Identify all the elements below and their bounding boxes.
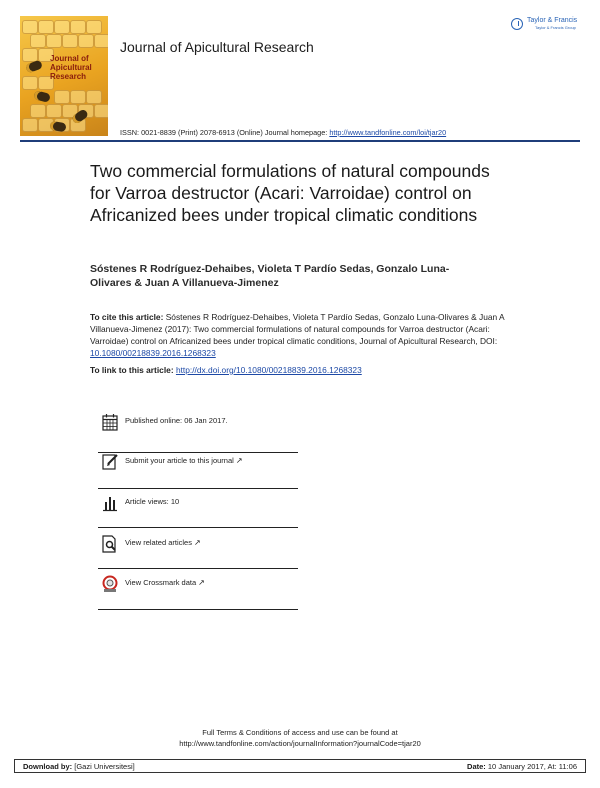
external-link-icon: ↗ [235,456,243,465]
terms-url[interactable]: http://www.tandfonline.com/action/journalInformation?journalCode=tjar20 [179,739,421,748]
crossmark-row[interactable] [98,575,298,615]
search-icon [102,535,118,553]
article-authors: Sóstenes R Rodríguez-Dehaibes, Violeta T Pardío Sedas, Gonzalo Luna-Olivares & Juan A Villanueva-Jimenez [90,263,450,289]
article-views-row [98,494,298,534]
submit-article-link[interactable]: Submit your article to this journal [125,456,234,465]
downloaded-by-value: [Gazi Universitesi] [74,762,135,771]
crossmark-link[interactable]: View Crossmark data [125,578,197,587]
related-articles-row[interactable] [98,535,298,575]
download-info-bar [14,759,586,773]
article-views-text: Article views: 10 [125,497,180,506]
edit-icon [102,453,118,471]
citation-doi-link[interactable]: 10.1080/00218839.2016.1268323 [90,348,216,358]
publisher-logo[interactable] [511,17,587,33]
citation-label: To cite this article: [90,312,164,322]
cover-title: Journal of Apicultural Research [50,54,92,81]
journal-cover-image [20,16,108,136]
download-date [467,762,577,771]
downloaded-by [23,762,135,771]
article-link-url[interactable]: http://dx.doi.org/10.1080/00218839.2016.1268323 [175,365,362,375]
citation-text: Sóstenes R Rodríguez-Dehaibes, Violeta T Pardío Sedas, Gonzalo Luna-Olivares & Juan A Villanueva-Jimenez (2017): Two commercial formulations of natural compounds for Varroa destructor (Acari: Varroidae) control on Africanized bees under tropical climatic conditions, Journal of Apicultural Research, DOI: [90,312,505,346]
downloaded-by-label: Download by: [23,762,73,771]
bar-chart-icon [102,494,118,512]
submit-article-row[interactable] [98,453,298,493]
publisher-tagline: Taylor & Francis Group [535,25,576,30]
external-link-icon: ↗ [193,538,201,547]
article-link-label: To link to this article: [90,365,174,375]
published-online-text: Published online: 06 Jan 2017. [125,416,228,425]
crossmark-icon [102,575,118,593]
calendar-icon [102,413,118,431]
download-date-label: Date: [467,762,486,771]
external-link-icon: ↗ [198,578,205,587]
citation-block [90,311,510,359]
journal-title[interactable]: Journal of Apicultural Research [120,39,314,55]
related-articles-link[interactable]: View related articles [125,538,192,547]
issn-line [120,128,446,137]
terms-notice [0,727,600,749]
issn-text: ISSN: 0021-8839 (Print) 2078-6913 (Online) Journal homepage: [120,128,328,137]
article-title: Two commercial formulations of natural compounds for Varroa destructor (Acari: Varroidae) control on Africanized bees under tropical climatic conditions [90,161,490,225]
download-date-value: 10 January 2017, At: 11:06 [487,762,577,771]
header-divider [20,140,580,142]
publisher-logo-icon [511,18,523,30]
article-link-block [90,364,510,376]
publisher-name: Taylor & Francis [527,17,578,24]
journal-homepage-link[interactable]: http://www.tandfonline.com/loi/tjar20 [329,128,447,137]
published-online-row [98,413,298,453]
terms-line: Full Terms & Conditions of access and use can be found at [202,728,398,737]
